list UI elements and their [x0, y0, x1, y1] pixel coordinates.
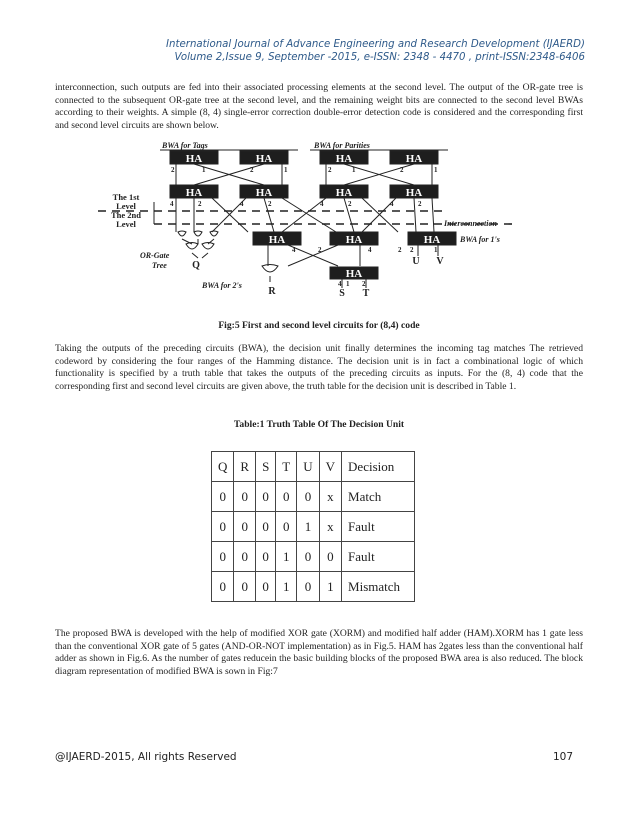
ha-box-label: HA	[335, 187, 353, 199]
label-level2-line2: Level	[116, 219, 136, 229]
header-cell: Q	[212, 452, 234, 482]
label-orgate-line1: OR-Gate	[140, 251, 170, 260]
table-cell: 0	[212, 542, 234, 572]
weight-label: 2	[362, 280, 366, 288]
table-cell: 0	[212, 572, 234, 602]
ha-box-label: HA	[185, 153, 203, 165]
ha-box-label: HA	[405, 153, 423, 165]
paragraph-interconnection: interconnection, such outputs are fed into their associated processing elements at the second level. The output of the OR-gate tree is connected to the subsequent OR-gate tree at the second level, and the remaining weight bits are connected to the second level BWAs according to their weights. A simple (8, 4) single-error correction double-error detection code is considered and the corresponding first and second level circuits are shown below.	[55, 82, 583, 131]
weight-label: 4	[390, 200, 394, 208]
weight-label: 2	[318, 246, 322, 254]
table-cell: Match	[342, 482, 415, 512]
ha-box-label: HA	[185, 187, 203, 199]
weight-label: 4	[240, 200, 244, 208]
table-cell: 1	[276, 542, 297, 572]
weight-label: 1	[352, 166, 356, 174]
header-cell: Decision	[342, 452, 415, 482]
ha-box-label: HA	[345, 268, 363, 280]
label-level2-line1: The 2nd	[111, 210, 141, 220]
header-cell: T	[276, 452, 297, 482]
table-cell: 0	[297, 572, 319, 602]
table-cell: 0	[297, 542, 319, 572]
table-cell: 1	[297, 512, 319, 542]
label-interconnection: Interconnection	[444, 219, 497, 228]
page-number: 107	[553, 751, 574, 763]
truth-table	[211, 451, 415, 602]
ha-box-label: HA	[255, 153, 273, 165]
paragraph-decision-unit: Taking the outputs of the preceding circuits (BWA), the decision unit finally determines the incoming tag matches The retrieved codeword by considering the four ranges of the Hamming distance. The decision unit is in fact a combinational logic of which functionality is specified by a truth table that takes the outputs of the preceding circuits as inputs. For the (8, 4) code that the corresponding first and second level circuits are given above, the truth table for the decision unit is described in Table 1.	[55, 343, 583, 392]
label-orgate-line2: Tree	[152, 261, 167, 270]
journal-volume-info: Volume 2,Issue 9, September -2015, e-ISSN: 2348 - 4470 , print-ISSN:2348-6406	[174, 52, 585, 63]
weight-label: 4	[292, 246, 296, 254]
table-cell: 0	[234, 512, 256, 542]
figure-caption: Fig:5 First and second level circuits for (8,4) code	[218, 320, 420, 331]
weight-label: 2	[250, 166, 254, 174]
label-level1-line2: Level	[116, 201, 136, 211]
output-t: T	[362, 288, 370, 299]
weight-label: 2	[328, 166, 332, 174]
output-v: V	[436, 256, 444, 267]
table-cell: 0	[319, 542, 341, 572]
table-cell: 0	[256, 512, 276, 542]
weight-label: 4	[320, 200, 324, 208]
table-cell: 0	[234, 542, 256, 572]
ha-box-label: HA	[255, 187, 273, 199]
table-cell: 0	[256, 482, 276, 512]
ha-box-label: HA	[335, 153, 353, 165]
table-cell: 0	[297, 482, 319, 512]
table-cell: Mismatch	[342, 572, 415, 602]
label-bwa-ones: BWA for 1's	[460, 235, 500, 244]
weight-label: 1	[202, 166, 206, 174]
output-s: S	[339, 288, 345, 299]
label-bwa-twos: BWA for 2's	[202, 281, 242, 290]
ha-box-label: HA	[405, 187, 423, 199]
table-cell: 0	[256, 572, 276, 602]
table-row	[212, 512, 415, 542]
ha-box-label: HA	[423, 234, 441, 246]
ha-box-label: HA	[268, 234, 286, 246]
table-cell: 0	[234, 572, 256, 602]
table-row	[212, 572, 415, 602]
table-cell: x	[319, 482, 341, 512]
table-caption: Table:1 Truth Table Of The Decision Unit	[233, 419, 405, 430]
table-row	[212, 542, 415, 572]
output-q: Q	[192, 260, 200, 271]
table-cell: 0	[276, 512, 297, 542]
weight-label: 4	[368, 246, 372, 254]
table-cell: 0	[212, 512, 234, 542]
table-cell: 1	[319, 572, 341, 602]
table-cell: 0	[256, 542, 276, 572]
header-cell: R	[234, 452, 256, 482]
label-level1-line1: The 1st	[112, 192, 140, 202]
weight-label: 1	[346, 280, 350, 288]
table-cell: Fault	[342, 512, 415, 542]
weight-label: 2	[198, 200, 202, 208]
weight-label: 2	[398, 246, 402, 254]
weight-label: 1	[434, 166, 438, 174]
label-bwa-tags: BWA for Tags	[162, 141, 208, 150]
weight-label: 2	[400, 166, 404, 174]
weight-label: 2	[348, 200, 352, 208]
ha-box-label: HA	[345, 234, 363, 246]
weight-label: 2	[171, 166, 175, 174]
label-bwa-parities: BWA for Parities	[314, 141, 370, 150]
table-cell: 1	[276, 572, 297, 602]
paragraph-proposed-bwa: The proposed BWA is developed with the help of modified XOR gate (XORM) and modified half adder (HAM).XORM has 1 gate less than the conventional XOR gate of 5 gates (AND-OR-NOT implementation) as in Fig.5. HAM has 2gates less than the conventional half adder as shown in Fig.6. As the number of gates reducein the basic building blocks of the proposed BWA area is also reduced. The block diagram representation of modified BWA is sown in Fig:7	[55, 628, 583, 677]
header-cell: S	[256, 452, 276, 482]
weight-label: 4	[170, 200, 174, 208]
weight-label: 1	[434, 246, 438, 254]
table-cell: 0	[234, 482, 256, 512]
footer-copyright: @IJAERD-2015, All rights Reserved	[55, 751, 237, 763]
table-row	[212, 482, 415, 512]
table-cell: 0	[212, 482, 234, 512]
table-header-row	[212, 452, 415, 482]
weight-label: 2	[418, 200, 422, 208]
journal-title: International Journal of Advance Engineering and Research Development (IJAERD)	[166, 39, 585, 50]
weight-label: 4	[338, 280, 342, 288]
table-cell: Fault	[342, 542, 415, 572]
weight-label: 2	[410, 246, 414, 254]
output-u: U	[412, 256, 420, 267]
header-cell: U	[297, 452, 319, 482]
output-r: R	[268, 286, 276, 297]
figure-first-second-level-circuits	[98, 140, 538, 300]
table-cell: 0	[276, 482, 297, 512]
header-cell: V	[319, 452, 341, 482]
weight-label: 1	[284, 166, 288, 174]
table-cell: x	[319, 512, 341, 542]
weight-label: 2	[268, 200, 272, 208]
